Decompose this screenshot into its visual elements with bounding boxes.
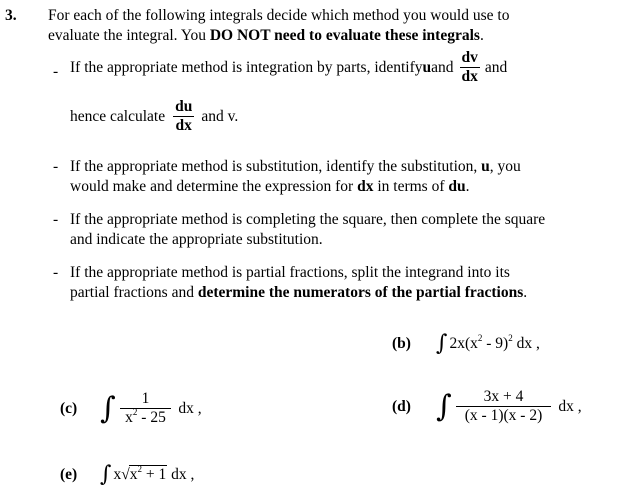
expr-part: (x [464,334,478,352]
expr-tail: dx , [178,399,202,417]
expr-tail: dx , [167,466,195,484]
partial-period: . [523,284,528,301]
subst-text: If the appropriate method is substitution, identify the substitution, [70,158,482,175]
intro-emphasis: DO NOT need to evaluate these integrals [209,27,480,44]
expr-part: x [129,466,138,484]
bullet-square-line2: and indicate the appropriate substitution. [70,231,323,248]
integral-label: (d) [392,397,411,415]
bullet-dash: - [53,158,59,175]
subst-text2: would make and determine the expression for [70,178,358,195]
parts-text: If the appropriate method is integration by parts, identify [70,58,423,76]
du-dx-fraction [173,99,194,135]
expr-part: x [113,466,122,484]
integral-d-fraction [456,389,552,425]
radicand [129,465,168,484]
integral-b-expression [449,332,540,353]
integral-c [60,391,202,427]
dv-dx-fraction [460,50,480,86]
integral-e [60,462,194,488]
bullet-substitution-line1 [70,158,521,176]
bullet-parts-line1 [70,50,507,86]
radical-sign: √ [121,466,130,484]
question-intro-line2 [48,27,484,45]
bullet-dash: - [53,264,59,281]
dv-numerator: dv [460,50,480,68]
and-v-text: and v. [201,107,239,125]
integral-label: (c) [60,399,78,417]
hence-text: hence calculate [70,107,166,125]
bullet-partial-line1: If the appropriate method is partial fractions, split the integrand into its [70,264,510,281]
partial-emphasis: determine the numerators of the partial fractions [197,284,524,301]
fraction-denominator: (x - 1)(x - 2) [464,407,543,425]
bullet-substitution-line2 [70,178,470,196]
integral-label: (b) [392,334,411,352]
expr-part: 2x [449,334,465,352]
intro-text: evaluate the integral. You [48,27,210,44]
expr-tail: dx , [512,334,540,352]
fraction-numerator: 1 [120,391,172,409]
integral-b [392,331,540,357]
du-numerator: du [173,99,194,117]
subst-du: du [448,178,466,195]
bullet-partial-line2 [70,284,527,302]
parts-u: u [422,58,432,76]
intro-period: . [479,27,484,44]
fraction-denominator [123,409,168,426]
integral-sign: ∫ [100,462,112,487]
question-number: 3. [5,7,17,24]
integral-e-expression [113,465,194,484]
integral-sign: ∫ [436,388,452,424]
subst-period: . [465,178,470,195]
exponent: 2 [477,332,483,343]
partial-text: partial fractions and [70,284,198,301]
expr-part: x [125,409,133,427]
expr-part: + 1 [141,466,167,484]
expr-part: - 25 [137,409,166,427]
subst-dx: dx [357,178,374,195]
integral-d [392,389,582,425]
subst-text-end: , you [489,158,521,175]
exponent: 2 [508,332,513,343]
bullet-dash: - [53,63,59,80]
dv-denominator: dx [461,68,478,86]
expr-part: - 9) [482,334,509,352]
bullet-dash: - [53,211,59,228]
exponent: 2 [137,464,142,475]
subst-text3: in terms of [373,178,449,195]
subst-u: u [481,158,490,175]
question-intro-line1: For each of the following integrals decide which method you would use to [48,7,510,24]
integral-label: (e) [60,465,78,483]
du-denominator: dx [175,117,192,135]
integral-c-fraction [120,391,172,427]
fraction-numerator: 3x + 4 [456,389,552,407]
parts-and2: and [484,58,508,76]
exponent: 2 [132,407,138,418]
bullet-square-line1: If the appropriate method is completing the square, then complete the square [70,211,546,228]
integral-sign: ∫ [436,331,448,356]
expr-tail: dx , [558,397,582,415]
bullet-parts-line2 [70,99,238,135]
parts-and: and [431,58,454,76]
integral-sign: ∫ [100,390,116,426]
